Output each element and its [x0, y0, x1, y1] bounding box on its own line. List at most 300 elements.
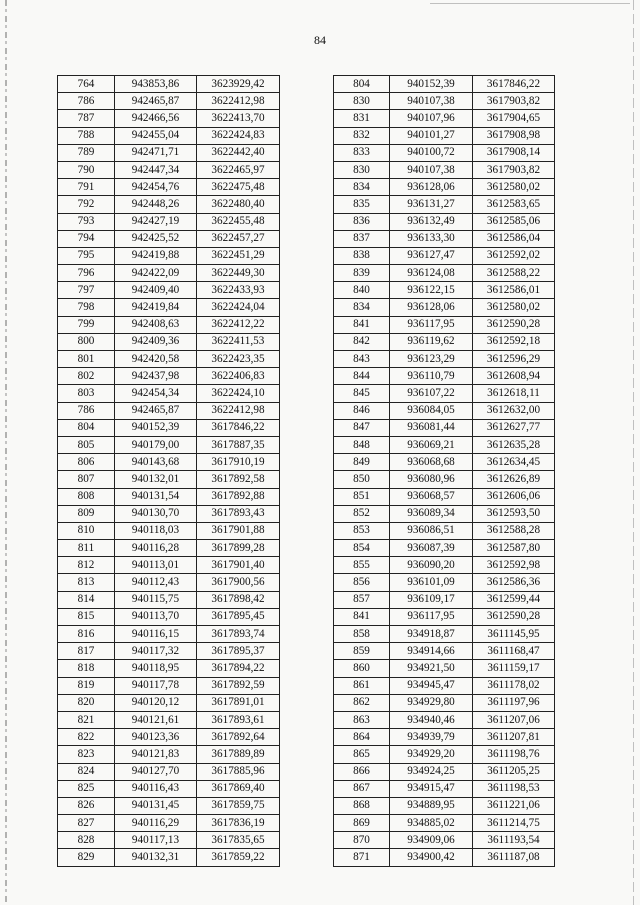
table-row: [334, 505, 555, 522]
x-coordinate-cell: 940107,38: [390, 93, 473, 110]
x-coordinate-cell: 934939,79: [390, 729, 473, 746]
point-number-cell: 793: [58, 213, 115, 230]
table-row: [334, 127, 555, 144]
x-coordinate-cell: 936080,96: [390, 471, 473, 488]
x-coordinate-cell: 934889,95: [390, 797, 473, 814]
point-number-cell: 855: [334, 557, 390, 574]
x-coordinate-cell: 936127,47: [390, 247, 473, 264]
x-coordinate-cell: 940143,68: [115, 454, 197, 471]
table-row: [58, 299, 280, 316]
point-number-cell: 816: [58, 626, 115, 643]
point-number-cell: 801: [58, 351, 115, 368]
x-coordinate-cell: 943853,86: [115, 76, 197, 93]
point-number-cell: 870: [334, 832, 390, 849]
point-number-cell: 809: [58, 505, 115, 522]
table-row: [58, 643, 280, 660]
x-coordinate-cell: 940112,43: [115, 574, 197, 591]
table-row: [58, 711, 280, 728]
x-coordinate-cell: 936117,95: [390, 316, 473, 333]
x-coordinate-cell: 940118,95: [115, 660, 197, 677]
y-coordinate-cell: 3617894,22: [197, 660, 280, 677]
table-row: [334, 591, 555, 608]
point-number-cell: 857: [334, 591, 390, 608]
y-coordinate-cell: 3622475,48: [197, 179, 280, 196]
y-coordinate-cell: 3611207,81: [473, 729, 555, 746]
table-row: [334, 351, 555, 368]
x-coordinate-cell: 942427,19: [115, 213, 197, 230]
y-coordinate-cell: 3617903,82: [473, 93, 555, 110]
point-number-cell: 807: [58, 471, 115, 488]
point-number-cell: 788: [58, 127, 115, 144]
table-row: [334, 454, 555, 471]
x-coordinate-cell: 936124,08: [390, 265, 473, 282]
point-number-cell: 853: [334, 522, 390, 539]
y-coordinate-cell: 3611145,95: [473, 626, 555, 643]
table-row: [334, 333, 555, 350]
x-coordinate-cell: 936084,05: [390, 402, 473, 419]
table-row: [58, 368, 280, 385]
y-coordinate-cell: 3622424,10: [197, 385, 280, 402]
table-row: [58, 677, 280, 694]
y-coordinate-cell: 3622424,04: [197, 299, 280, 316]
point-number-cell: 830: [334, 161, 390, 178]
point-number-cell: 828: [58, 832, 115, 849]
table-row: [334, 643, 555, 660]
table-row: [58, 540, 280, 557]
y-coordinate-cell: 3617893,61: [197, 711, 280, 728]
table-row: [334, 849, 555, 866]
table-row: [58, 385, 280, 402]
point-number-cell: 840: [334, 282, 390, 299]
table-row: [334, 385, 555, 402]
table-row: [58, 608, 280, 625]
y-coordinate-cell: 3622433,93: [197, 282, 280, 299]
x-coordinate-cell: 934914,66: [390, 643, 473, 660]
y-coordinate-cell: 3612634,45: [473, 454, 555, 471]
x-coordinate-cell: 936119,62: [390, 333, 473, 350]
point-number-cell: 859: [334, 643, 390, 660]
x-coordinate-cell: 942409,36: [115, 333, 197, 350]
x-coordinate-cell: 936090,20: [390, 557, 473, 574]
table-row: [58, 333, 280, 350]
point-number-cell: 851: [334, 488, 390, 505]
table-row: [334, 780, 555, 797]
x-coordinate-cell: 942408,63: [115, 316, 197, 333]
point-number-cell: 808: [58, 488, 115, 505]
point-number-cell: 802: [58, 368, 115, 385]
y-coordinate-cell: 3617885,96: [197, 763, 280, 780]
y-coordinate-cell: 3611159,17: [473, 660, 555, 677]
y-coordinate-cell: 3617835,65: [197, 832, 280, 849]
point-number-cell: 864: [334, 729, 390, 746]
table-row: [58, 574, 280, 591]
coordinates-table-left-body: [58, 76, 280, 867]
point-number-cell: 817: [58, 643, 115, 660]
x-coordinate-cell: 936101,09: [390, 574, 473, 591]
x-coordinate-cell: 940131,45: [115, 797, 197, 814]
y-coordinate-cell: 3617901,88: [197, 522, 280, 539]
x-coordinate-cell: 934915,47: [390, 780, 473, 797]
y-coordinate-cell: 3612618,11: [473, 385, 555, 402]
point-number-cell: 852: [334, 505, 390, 522]
y-coordinate-cell: 3622411,53: [197, 333, 280, 350]
table-row: [334, 230, 555, 247]
point-number-cell: 837: [334, 230, 390, 247]
table-row: [58, 144, 280, 161]
y-coordinate-cell: 3617904,65: [473, 110, 555, 127]
table-row: [334, 316, 555, 333]
y-coordinate-cell: 3617901,40: [197, 557, 280, 574]
table-row: [58, 265, 280, 282]
table-row: [334, 557, 555, 574]
table-row: [58, 729, 280, 746]
point-number-cell: 821: [58, 711, 115, 728]
point-number-cell: 818: [58, 660, 115, 677]
table-row: [334, 608, 555, 625]
table-row: [58, 780, 280, 797]
table-row: [58, 213, 280, 230]
y-coordinate-cell: 3612585,06: [473, 213, 555, 230]
x-coordinate-cell: 936109,17: [390, 591, 473, 608]
table-row: [58, 763, 280, 780]
y-coordinate-cell: 3617900,56: [197, 574, 280, 591]
point-number-cell: 812: [58, 557, 115, 574]
x-coordinate-cell: 934885,02: [390, 815, 473, 832]
point-number-cell: 795: [58, 247, 115, 264]
x-coordinate-cell: 942454,34: [115, 385, 197, 402]
x-coordinate-cell: 940130,70: [115, 505, 197, 522]
y-coordinate-cell: 3612588,28: [473, 522, 555, 539]
point-number-cell: 856: [334, 574, 390, 591]
y-coordinate-cell: 3612606,06: [473, 488, 555, 505]
x-coordinate-cell: 940152,39: [115, 419, 197, 436]
point-number-cell: 798: [58, 299, 115, 316]
point-number-cell: 791: [58, 179, 115, 196]
y-coordinate-cell: 3612586,01: [473, 282, 555, 299]
point-number-cell: 811: [58, 540, 115, 557]
x-coordinate-cell: 934909,06: [390, 832, 473, 849]
table-row: [334, 711, 555, 728]
point-number-cell: 867: [334, 780, 390, 797]
y-coordinate-cell: 3617893,74: [197, 626, 280, 643]
y-coordinate-cell: 3612608,94: [473, 368, 555, 385]
table-row: [334, 436, 555, 453]
table-row: [58, 436, 280, 453]
x-coordinate-cell: 936123,29: [390, 351, 473, 368]
x-coordinate-cell: 936128,06: [390, 299, 473, 316]
x-coordinate-cell: 936089,34: [390, 505, 473, 522]
y-coordinate-cell: 3612635,28: [473, 436, 555, 453]
table-row: [58, 557, 280, 574]
coordinates-table-right-body: [334, 76, 555, 867]
table-row: [58, 488, 280, 505]
x-coordinate-cell: 940127,70: [115, 763, 197, 780]
coordinates-table-right: [333, 75, 555, 867]
point-number-cell: 799: [58, 316, 115, 333]
point-number-cell: 861: [334, 677, 390, 694]
table-row: [58, 797, 280, 814]
x-coordinate-cell: 934945,47: [390, 677, 473, 694]
y-coordinate-cell: 3611178,02: [473, 677, 555, 694]
table-row: [334, 299, 555, 316]
y-coordinate-cell: 3612580,02: [473, 179, 555, 196]
table-row: [58, 127, 280, 144]
point-number-cell: 833: [334, 144, 390, 161]
point-number-cell: 835: [334, 196, 390, 213]
y-coordinate-cell: 3622412,98: [197, 402, 280, 419]
point-number-cell: 824: [58, 763, 115, 780]
point-number-cell: 786: [58, 402, 115, 419]
x-coordinate-cell: 942437,98: [115, 368, 197, 385]
y-coordinate-cell: 3612632,00: [473, 402, 555, 419]
y-coordinate-cell: 3612593,50: [473, 505, 555, 522]
table-row: [58, 849, 280, 866]
table-row: [58, 93, 280, 110]
table-row: [58, 161, 280, 178]
point-number-cell: 838: [334, 247, 390, 264]
x-coordinate-cell: 942425,52: [115, 230, 197, 247]
x-coordinate-cell: 940132,31: [115, 849, 197, 866]
x-coordinate-cell: 940132,01: [115, 471, 197, 488]
point-number-cell: 800: [58, 333, 115, 350]
point-number-cell: 831: [334, 110, 390, 127]
point-number-cell: 846: [334, 402, 390, 419]
y-coordinate-cell: 3617895,37: [197, 643, 280, 660]
point-number-cell: 804: [334, 76, 390, 93]
y-coordinate-cell: 3611198,76: [473, 746, 555, 763]
y-coordinate-cell: 3622455,48: [197, 213, 280, 230]
x-coordinate-cell: 940152,39: [390, 76, 473, 93]
table-row: [334, 161, 555, 178]
table-row: [58, 454, 280, 471]
y-coordinate-cell: 3611198,53: [473, 780, 555, 797]
table-row: [334, 626, 555, 643]
point-number-cell: 854: [334, 540, 390, 557]
point-number-cell: 862: [334, 694, 390, 711]
x-coordinate-cell: 942454,76: [115, 179, 197, 196]
x-coordinate-cell: 942419,84: [115, 299, 197, 316]
point-number-cell: 845: [334, 385, 390, 402]
table-row: [334, 402, 555, 419]
y-coordinate-cell: 3611197,96: [473, 694, 555, 711]
y-coordinate-cell: 3612590,28: [473, 316, 555, 333]
y-coordinate-cell: 3617891,01: [197, 694, 280, 711]
point-number-cell: 842: [334, 333, 390, 350]
y-coordinate-cell: 3612590,28: [473, 608, 555, 625]
x-coordinate-cell: 940120,12: [115, 694, 197, 711]
point-number-cell: 815: [58, 608, 115, 625]
y-coordinate-cell: 3617846,22: [473, 76, 555, 93]
point-number-cell: 806: [58, 454, 115, 471]
x-coordinate-cell: 934900,42: [390, 849, 473, 866]
point-number-cell: 803: [58, 385, 115, 402]
y-coordinate-cell: 3617892,58: [197, 471, 280, 488]
y-coordinate-cell: 3617859,75: [197, 797, 280, 814]
table-row: [334, 746, 555, 763]
x-coordinate-cell: 936133,30: [390, 230, 473, 247]
y-coordinate-cell: 3617892,59: [197, 677, 280, 694]
x-coordinate-cell: 936132,49: [390, 213, 473, 230]
y-coordinate-cell: 3617892,88: [197, 488, 280, 505]
table-row: [58, 247, 280, 264]
x-coordinate-cell: 940100,72: [390, 144, 473, 161]
page-number: 84: [314, 33, 326, 47]
scan-edge-right: [633, 0, 634, 905]
y-coordinate-cell: 3617895,45: [197, 608, 280, 625]
table-row: [334, 522, 555, 539]
table-row: [334, 144, 555, 161]
table-row: [334, 832, 555, 849]
scan-top-rule: [430, 3, 630, 4]
y-coordinate-cell: 3611221,06: [473, 797, 555, 814]
table-row: [334, 419, 555, 436]
table-row: [58, 471, 280, 488]
x-coordinate-cell: 940116,29: [115, 815, 197, 832]
table-row: [334, 368, 555, 385]
y-coordinate-cell: 3622412,98: [197, 93, 280, 110]
y-coordinate-cell: 3617859,22: [197, 849, 280, 866]
y-coordinate-cell: 3617899,28: [197, 540, 280, 557]
table-row: [58, 196, 280, 213]
point-number-cell: 834: [334, 299, 390, 316]
x-coordinate-cell: 940113,01: [115, 557, 197, 574]
table-row: [58, 110, 280, 127]
y-coordinate-cell: 3617846,22: [197, 419, 280, 436]
point-number-cell: 819: [58, 677, 115, 694]
coordinates-table-left: [57, 75, 280, 867]
y-coordinate-cell: 3617910,19: [197, 454, 280, 471]
point-number-cell: 789: [58, 144, 115, 161]
point-number-cell: 871: [334, 849, 390, 866]
x-coordinate-cell: 942447,34: [115, 161, 197, 178]
x-coordinate-cell: 940118,03: [115, 522, 197, 539]
point-number-cell: 860: [334, 660, 390, 677]
table-row: [334, 488, 555, 505]
point-number-cell: 823: [58, 746, 115, 763]
point-number-cell: 839: [334, 265, 390, 282]
table-row: [58, 179, 280, 196]
y-coordinate-cell: 3622480,40: [197, 196, 280, 213]
table-row: [58, 591, 280, 608]
table-row: [58, 282, 280, 299]
x-coordinate-cell: 940107,38: [390, 161, 473, 178]
y-coordinate-cell: 3622451,29: [197, 247, 280, 264]
table-row: [58, 419, 280, 436]
point-number-cell: 796: [58, 265, 115, 282]
y-coordinate-cell: 3612596,29: [473, 351, 555, 368]
point-number-cell: 832: [334, 127, 390, 144]
x-coordinate-cell: 936069,21: [390, 436, 473, 453]
table-row: [334, 763, 555, 780]
y-coordinate-cell: 3611193,54: [473, 832, 555, 849]
x-coordinate-cell: 936086,51: [390, 522, 473, 539]
table-row: [58, 626, 280, 643]
y-coordinate-cell: 3612587,80: [473, 540, 555, 557]
table-row: [334, 540, 555, 557]
point-number-cell: 847: [334, 419, 390, 436]
table-row: [58, 402, 280, 419]
y-coordinate-cell: 3622449,30: [197, 265, 280, 282]
table-row: [58, 522, 280, 539]
x-coordinate-cell: 940121,61: [115, 711, 197, 728]
point-number-cell: 822: [58, 729, 115, 746]
table-row: [334, 574, 555, 591]
table-row: [334, 815, 555, 832]
table-row: [58, 832, 280, 849]
y-coordinate-cell: 3611214,75: [473, 815, 555, 832]
x-coordinate-cell: 942465,87: [115, 93, 197, 110]
y-coordinate-cell: 3612586,04: [473, 230, 555, 247]
y-coordinate-cell: 3611205,25: [473, 763, 555, 780]
point-number-cell: 790: [58, 161, 115, 178]
point-number-cell: 804: [58, 419, 115, 436]
y-coordinate-cell: 3612583,65: [473, 196, 555, 213]
point-number-cell: 826: [58, 797, 115, 814]
point-number-cell: 825: [58, 780, 115, 797]
table-row: [334, 179, 555, 196]
point-number-cell: 836: [334, 213, 390, 230]
y-coordinate-cell: 3611207,06: [473, 711, 555, 728]
table-row: [334, 282, 555, 299]
point-number-cell: 869: [334, 815, 390, 832]
point-number-cell: 787: [58, 110, 115, 127]
x-coordinate-cell: 940117,13: [115, 832, 197, 849]
y-coordinate-cell: 3617892,64: [197, 729, 280, 746]
y-coordinate-cell: 3617887,35: [197, 436, 280, 453]
x-coordinate-cell: 936122,15: [390, 282, 473, 299]
x-coordinate-cell: 936117,95: [390, 608, 473, 625]
x-coordinate-cell: 934924,25: [390, 763, 473, 780]
x-coordinate-cell: 936081,44: [390, 419, 473, 436]
y-coordinate-cell: 3612580,02: [473, 299, 555, 316]
y-coordinate-cell: 3612592,98: [473, 557, 555, 574]
x-coordinate-cell: 940116,15: [115, 626, 197, 643]
table-row: [58, 660, 280, 677]
y-coordinate-cell: 3622413,70: [197, 110, 280, 127]
x-coordinate-cell: 942471,71: [115, 144, 197, 161]
y-coordinate-cell: 3622423,35: [197, 351, 280, 368]
y-coordinate-cell: 3623929,42: [197, 76, 280, 93]
x-coordinate-cell: 940115,75: [115, 591, 197, 608]
y-coordinate-cell: 3617869,40: [197, 780, 280, 797]
table-row: [334, 76, 555, 93]
table-row: [58, 316, 280, 333]
point-number-cell: 792: [58, 196, 115, 213]
table-row: [334, 694, 555, 711]
point-number-cell: 794: [58, 230, 115, 247]
y-coordinate-cell: 3612592,18: [473, 333, 555, 350]
point-number-cell: 843: [334, 351, 390, 368]
x-coordinate-cell: 940123,36: [115, 729, 197, 746]
y-coordinate-cell: 3612586,36: [473, 574, 555, 591]
point-number-cell: 858: [334, 626, 390, 643]
y-coordinate-cell: 3622406,83: [197, 368, 280, 385]
point-number-cell: 829: [58, 849, 115, 866]
y-coordinate-cell: 3617836,19: [197, 815, 280, 832]
x-coordinate-cell: 942466,56: [115, 110, 197, 127]
x-coordinate-cell: 936068,68: [390, 454, 473, 471]
table-row: [58, 815, 280, 832]
y-coordinate-cell: 3612626,89: [473, 471, 555, 488]
x-coordinate-cell: 942420,58: [115, 351, 197, 368]
x-coordinate-cell: 940117,78: [115, 677, 197, 694]
x-coordinate-cell: 942422,09: [115, 265, 197, 282]
point-number-cell: 786: [58, 93, 115, 110]
point-number-cell: 764: [58, 76, 115, 93]
point-number-cell: 827: [58, 815, 115, 832]
y-coordinate-cell: 3612588,22: [473, 265, 555, 282]
x-coordinate-cell: 936110,79: [390, 368, 473, 385]
